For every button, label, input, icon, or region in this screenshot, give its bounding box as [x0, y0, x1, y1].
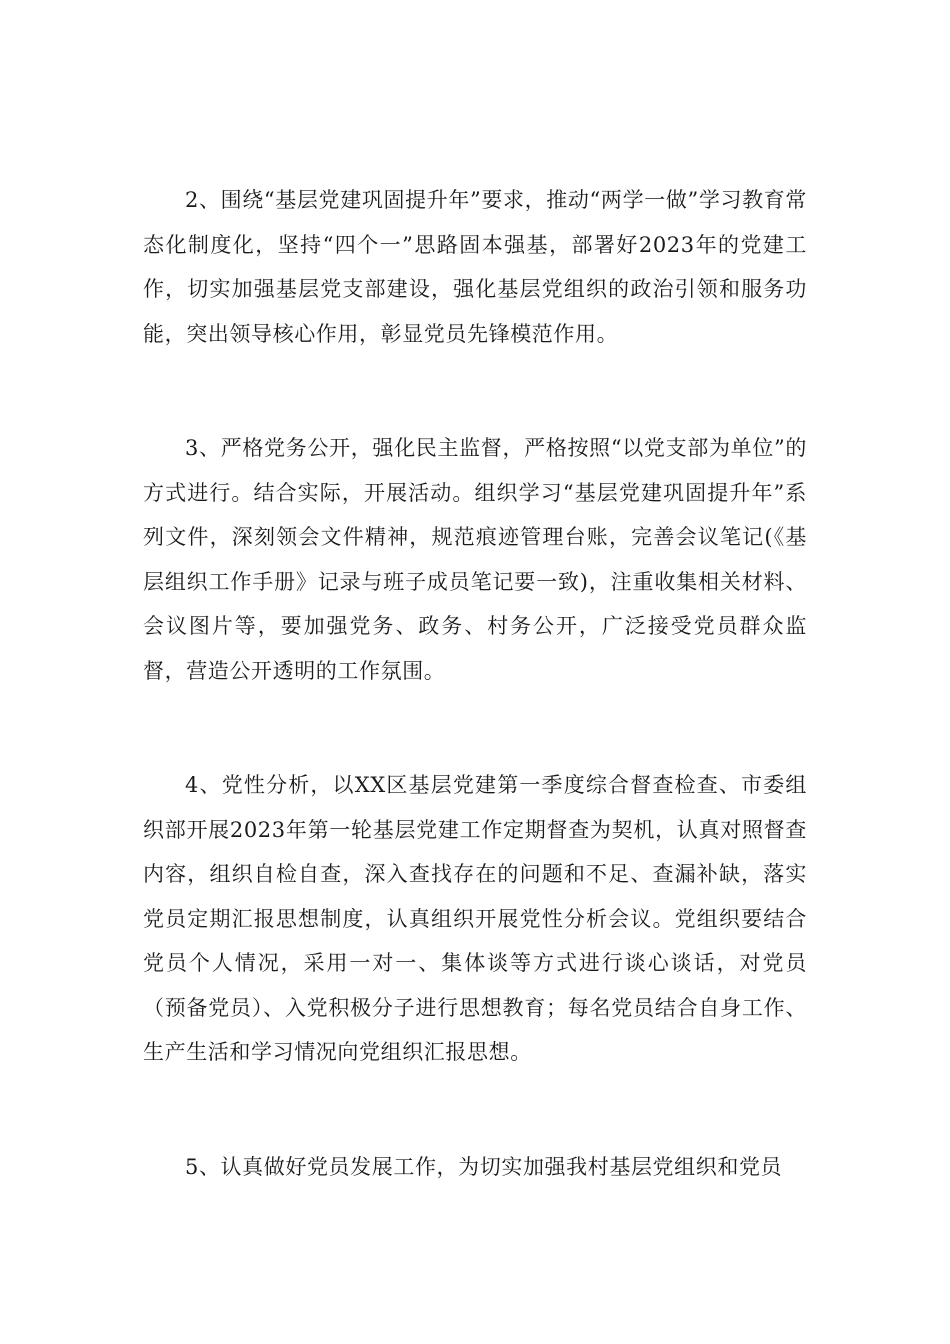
- paragraph-spacer: [143, 356, 807, 426]
- paragraph-spacer: [143, 1075, 807, 1145]
- paragraph-5: 5、认真做好党员发展工作，为切实加强我村基层党组织和党员: [185, 1154, 783, 1179]
- paragraph-4: 4、党性分析，以XX区基层党建第一季度综合督查检查、市委组织部开展2023年第一轮基层党建工作定期督查为契机，认真对照督查内容，组织自检自查，深入查找存在的问题和不足、查漏补缺，落实党员定期汇报思想制度，认真组织开展党性分析会议。党组织要结合党员个人情况，采用一对一、集体谈等方式进行谈心谈话，对党员（预备党员）、入党积极分子进行思想教育；每名党员结合自身工作、生产生活和学习情况向党组织汇报思想。: [143, 773, 807, 1064]
- document-body: [143, 178, 807, 1189]
- paragraph-3: 3、严格党务公开，强化民主监督，严格按照“以党支部为单位”的方式进行。结合实际，开展活动。组织学习“基层党建巩固提升年”系列文件，深刻领会文件精神，规范痕迹管理台账，完善会议笔记(《基层组织工作手册》记录与班子成员笔记要一致)，注重收集相关材料、会议图片等，要加强党务、政务、村务公开，广泛接受党员群众监督，营造公开透明的工作氛围。: [143, 436, 807, 683]
- paragraph-2: 2、围绕“基层党建巩固提升年”要求，推动“两学一做”学习教育常态化制度化，坚持“四个一”思路固本强基，部署好2023年的党建工作，切实加强基层党支部建设，强化基层党组织的政治引领和服务功能，突出领导核心作用，彰显党员先锋模范作用。: [143, 188, 807, 346]
- paragraph-spacer: [143, 693, 807, 763]
